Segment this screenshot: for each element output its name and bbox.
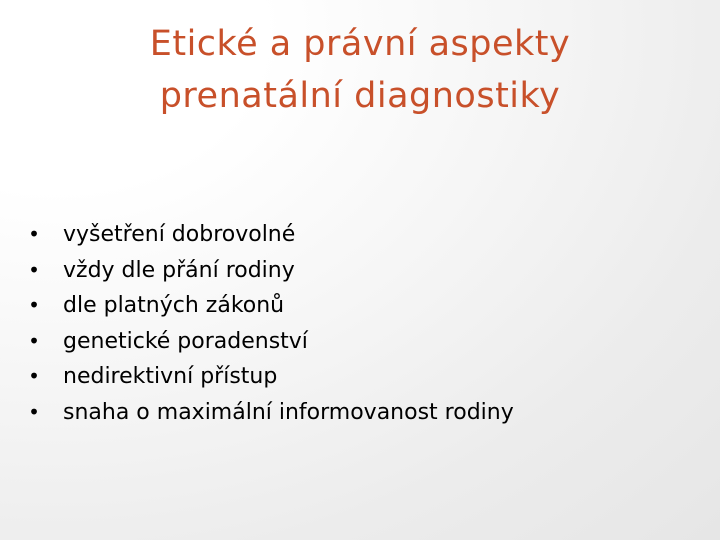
bullet-dot-icon: • [28,399,40,424]
bullet-dot-icon: • [28,222,40,246]
bullet-dot-icon: • [28,293,40,317]
slide-title-line-2: prenatální diagnostiky [159,76,561,116]
bullet-text: snaha o maximální informovanost rodiny [63,399,514,425]
bullet-text: dle platných zákonů [63,293,285,318]
bullet-dot-icon: • [28,364,40,388]
bullet-text: vyšetření dobrovolné [63,222,296,247]
bullet-dot-icon: • [28,257,40,282]
bullet-text: genetické poradenství [63,328,308,354]
bullet-dot-icon: • [28,328,40,353]
slide-title-line-1: Etické a právní aspekty [149,24,571,64]
bullet-text: nedirektivní přístup [63,364,278,389]
bullet-text: vždy dle přání rodiny [63,257,295,283]
slide-title [60,18,660,122]
